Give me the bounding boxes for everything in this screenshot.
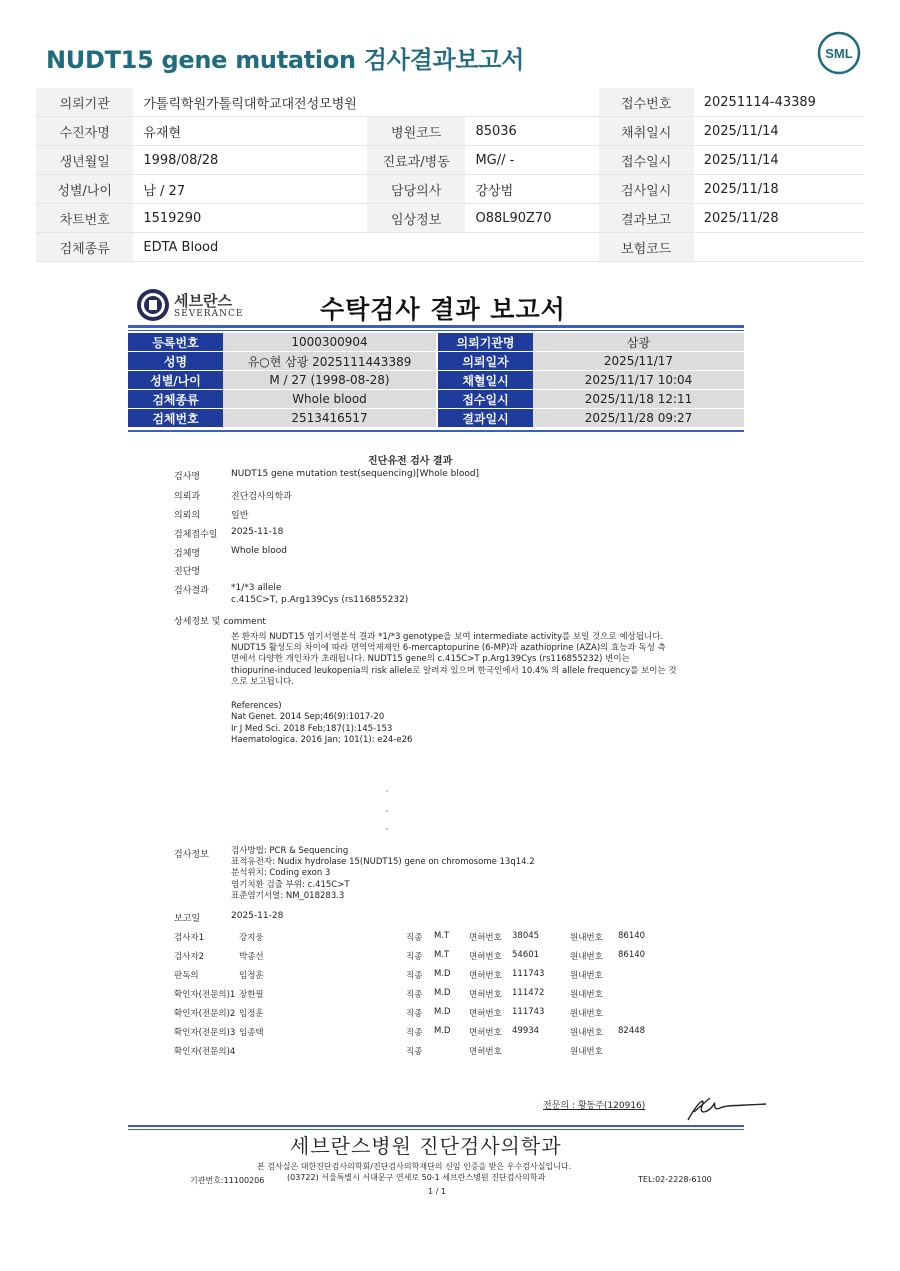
staff-job-label: 직종 (406, 1028, 423, 1038)
staff-inst: 86140 (618, 931, 646, 941)
staff-job: M.T (434, 931, 450, 941)
info-row (36, 146, 864, 175)
dot (386, 810, 388, 812)
info-label: 검체종류 (36, 233, 133, 262)
patient-label: 검체번호 (128, 409, 223, 428)
patient-value: Whole blood (223, 390, 437, 409)
method-line: 표준염기서열: NM_018283.3 (231, 890, 345, 901)
info-value: 2025/11/28 (694, 204, 864, 233)
staff-name: 임종택 (239, 1028, 264, 1038)
comment-label: 상세정보 및 comment (174, 617, 266, 627)
staff-inst-label: 원내번호 (570, 952, 603, 962)
patient-value: 2025/11/17 10:04 (533, 371, 744, 390)
logo-text: SML (825, 46, 853, 61)
method-line: 표적유전자: Nudix hydrolase 15(NUDT15) gene on chromosome 13q14.2 (231, 857, 535, 868)
patient-table (128, 333, 744, 428)
staff-inst-label: 원내번호 (570, 1009, 603, 1019)
info-value: 1519290 (133, 204, 367, 233)
staff-lic: 38045 (512, 931, 540, 941)
info-label: 담당의사 (367, 175, 466, 204)
staff-lic-label: 면허번호 (469, 952, 502, 962)
patient-row (128, 371, 744, 390)
method-line: 분석위치: Coding exon 3 (231, 868, 331, 879)
field-label: 검체명 (174, 549, 201, 559)
report-date: 2025-11-28 (231, 911, 284, 921)
patient-label: 결과일시 (437, 409, 533, 428)
patient-label: 채혈일시 (437, 371, 533, 390)
field-value: 일반 (231, 511, 249, 521)
staff-name: 박종선 (239, 952, 264, 962)
staff-lic: 54601 (512, 950, 540, 960)
severance-name: 세브란스 (174, 292, 232, 310)
staff-role: 판독의 (174, 971, 199, 981)
patient-value: 2513416517 (223, 409, 437, 428)
staff-inst: 86140 (618, 950, 646, 960)
staff-lic-label: 면허번호 (469, 990, 502, 1000)
section-title: 진단유전 검사 결과 (368, 456, 453, 467)
divider (128, 325, 744, 328)
field-value: Whole blood (231, 546, 287, 556)
reference-line: Haematologica. 2016 Jan; 101(1): e24-e26 (231, 735, 413, 746)
staff-name: 임정훈 (239, 1009, 264, 1019)
staff-name: 임정훈 (239, 971, 264, 981)
org-code: 기관번호:11100206 (190, 1176, 265, 1185)
staff-job-label: 직종 (406, 971, 423, 981)
staff-inst-label: 원내번호 (570, 990, 603, 1000)
result-variant: c.415C>T, p.Arg139Cys (rs116855232) (231, 595, 409, 605)
staff-lic-label: 면허번호 (469, 1028, 502, 1038)
staff-lic: 111472 (512, 988, 545, 998)
info-value: 강상범 (465, 175, 598, 204)
info-value: 2025/11/14 (694, 117, 864, 146)
info-row (36, 175, 864, 204)
staff-role: 확인자(전문의)3 (174, 1028, 236, 1038)
patient-label: 성별/나이 (128, 371, 223, 390)
contact-physician: 전문의 : 황동주(120916) (543, 1101, 646, 1111)
field-label: 검사명 (174, 472, 201, 482)
patient-label: 등록번호 (128, 333, 223, 352)
footer-title: 세브란스병원 진단검사의학과 (290, 1134, 562, 1158)
field-label: 의뢰과 (174, 492, 201, 502)
page-number: 1 / 1 (428, 1187, 446, 1196)
staff-job: M.T (434, 950, 450, 960)
field-label: 의뢰의 (174, 511, 201, 521)
staff-role: 확인자(전문의)4 (174, 1047, 236, 1057)
staff-job-label: 직종 (406, 1047, 423, 1057)
info-label: 차트번호 (36, 204, 133, 233)
staff-job-label: 직종 (406, 1009, 423, 1019)
info-value: 2025/11/14 (694, 146, 864, 175)
reference-line: Nat Genet. 2014 Sep;46(9):1017-20 (231, 712, 385, 723)
patient-label: 검체종류 (128, 390, 223, 409)
field-label: 검사결과 (174, 586, 209, 596)
info-label: 보험코드 (599, 233, 694, 262)
info-label: 검사일시 (599, 175, 694, 204)
method-line: 검사방법: PCR & Sequencing (231, 846, 349, 856)
info-label (367, 88, 466, 117)
staff-job-label: 직종 (406, 952, 423, 962)
patient-row (128, 352, 744, 371)
info-value (465, 233, 598, 262)
staff-lic-label: 면허번호 (469, 1047, 502, 1057)
divider (128, 330, 744, 331)
field-value: 진단검사의학과 (231, 492, 292, 502)
patient-label: 의뢰일자 (437, 352, 533, 371)
accreditation-notice: 본 검사실은 대한진단검사의학회/진단검사의학재단의 신임 인증을 받은 우수검사실입니다. (257, 1162, 572, 1171)
staff-role: 확인자(전문의)1 (174, 990, 236, 1000)
patient-value: M / 27 (1998-08-28) (223, 371, 437, 390)
staff-job-label: 직종 (406, 990, 423, 1000)
info-label: 생년월일 (36, 146, 133, 175)
info-value (465, 88, 598, 117)
info-label: 진료과/병동 (367, 146, 466, 175)
staff-role: 검사자1 (174, 933, 205, 943)
patient-value: 2025/11/17 (533, 352, 744, 371)
info-value: 1998/08/28 (133, 146, 367, 175)
staff-job: M.D (434, 1026, 451, 1036)
staff-role: 검사자2 (174, 952, 205, 962)
info-value: 남 / 27 (133, 175, 367, 204)
staff-lic-label: 면허번호 (469, 933, 502, 943)
staff-row (174, 1045, 694, 1057)
address: (03722) 서울특별시 서대문구 연세로 50-1 세브란스병원 진단검사의학과 (287, 1173, 546, 1182)
staff-job: M.D (434, 969, 451, 979)
staff-name: 강지웅 (239, 933, 264, 943)
divider (128, 1125, 744, 1127)
info-value: 2025/11/18 (694, 175, 864, 204)
info-row (36, 117, 864, 146)
field-value: NUDT15 gene mutation test(sequencing)[Whole blood] (231, 469, 480, 479)
dot (386, 790, 388, 792)
staff-name: 장한필 (239, 990, 264, 1000)
info-label: 수진자명 (36, 117, 133, 146)
reference-line: Ir J Med Sci. 2018 Feb;187(1):145-153 (231, 723, 393, 734)
patient-value: 삼광 (533, 333, 744, 352)
info-value: MG// - (465, 146, 598, 175)
field-value: 2025-11-18 (231, 527, 284, 537)
patient-value: 2025/11/18 12:11 (533, 390, 744, 409)
staff-inst-label: 원내번호 (570, 1047, 603, 1057)
staff-inst-label: 원내번호 (570, 933, 603, 943)
sml-logo (816, 30, 862, 76)
request-info-table (36, 88, 864, 262)
field-label: 검체접수일 (174, 530, 218, 540)
patient-row (128, 390, 744, 409)
method-label: 검사정보 (174, 850, 209, 860)
report-date-label: 보고일 (174, 914, 201, 924)
staff-row (174, 931, 694, 943)
reference-line: References) (231, 701, 282, 711)
comment-line: 면에서 다양한 개인차가 초래됩니다. NUDT15 gene의 c.415C>T p.Arg139Cys (rs116855232) 변이는 (231, 654, 630, 665)
staff-row (174, 1026, 694, 1038)
info-value: 85036 (465, 117, 598, 146)
info-value: EDTA Blood (133, 233, 367, 262)
info-label: 결과보고 (599, 204, 694, 233)
comment-line: 으로 보고됩니다. (231, 676, 294, 687)
info-row (36, 88, 864, 117)
info-row (36, 233, 864, 262)
staff-row (174, 988, 694, 1000)
info-label: 임상정보 (367, 204, 466, 233)
method-info (231, 846, 535, 902)
method-line: 염기치환 검출 부위: c.415C>T (231, 879, 350, 890)
info-label: 접수번호 (599, 88, 694, 117)
staff-job: M.D (434, 1007, 451, 1017)
staff-lic: 111743 (512, 1007, 545, 1017)
field-value: *1/*3 allele (231, 583, 282, 593)
staff-lic: 49934 (512, 1026, 540, 1036)
patient-row (128, 333, 744, 352)
divider (128, 430, 744, 432)
info-value: 가톨릭학원가톨릭대학교대전성모병원 (133, 88, 367, 117)
dot (386, 828, 388, 830)
field-label: 진단명 (174, 567, 201, 577)
patient-value: 1000300904 (223, 333, 437, 352)
patient-label: 접수일시 (437, 390, 533, 409)
comment-line: thiopurine-induced leukopenia의 risk allele로 알려져 있으며 한국인에서 10.4% 의 allele frequency를 보이는 것 (231, 665, 677, 676)
comment-line: 본 환자의 NUDT15 염기서열분석 결과 *1/*3 genotype을 보여 intermediate activity를 보일 것으로 예상됩니다. (231, 632, 664, 642)
patient-label: 의뢰기관명 (437, 333, 533, 352)
staff-inst: 82448 (618, 1026, 646, 1036)
references (231, 701, 412, 747)
staff-lic: 111743 (512, 969, 545, 979)
staff-lic-label: 면허번호 (469, 971, 502, 981)
report-title: NUDT15 gene mutation 검사결과보고서 (46, 46, 525, 74)
severance-seal-icon (136, 288, 170, 322)
severance-name-en: SEVERANCE (174, 309, 244, 319)
info-label: 성별/나이 (36, 175, 133, 204)
comment-line: NUDT15 활성도의 차이에 따라 면역억제제인 6-mercaptopurine (6-MP)과 azathioprine (AZA)의 효능과 독성 측 (231, 643, 666, 654)
patient-label: 성명 (128, 352, 223, 371)
info-label: 접수일시 (599, 146, 694, 175)
patient-value: 2025/11/28 09:27 (533, 409, 744, 428)
info-row (36, 204, 864, 233)
info-label: 의뢰기관 (36, 88, 133, 117)
info-label: 채취일시 (599, 117, 694, 146)
staff-row (174, 950, 694, 962)
consignment-report-title: 수탁검사 결과 보고서 (320, 295, 566, 324)
info-label: 병원코드 (367, 117, 466, 146)
info-value: 20251114-43389 (694, 88, 864, 117)
staff-job: M.D (434, 988, 451, 998)
staff-row (174, 1007, 694, 1019)
staff-role: 확인자(전문의)2 (174, 1009, 236, 1019)
staff-inst-label: 원내번호 (570, 1028, 603, 1038)
telephone: TEL:02-2228-6100 (638, 1175, 712, 1184)
info-value: 유재현 (133, 117, 367, 146)
comment-text (231, 632, 701, 688)
patient-value: 유○현 삼광 2025111443389 (223, 352, 437, 371)
info-label (367, 233, 466, 262)
info-value (694, 233, 864, 262)
staff-job-label: 직종 (406, 933, 423, 943)
signature-icon (684, 1092, 768, 1124)
staff-inst-label: 원내번호 (570, 971, 603, 981)
info-value: O88L90Z70 (465, 204, 598, 233)
patient-row (128, 409, 744, 428)
staff-row (174, 969, 694, 981)
staff-lic-label: 면허번호 (469, 1009, 502, 1019)
